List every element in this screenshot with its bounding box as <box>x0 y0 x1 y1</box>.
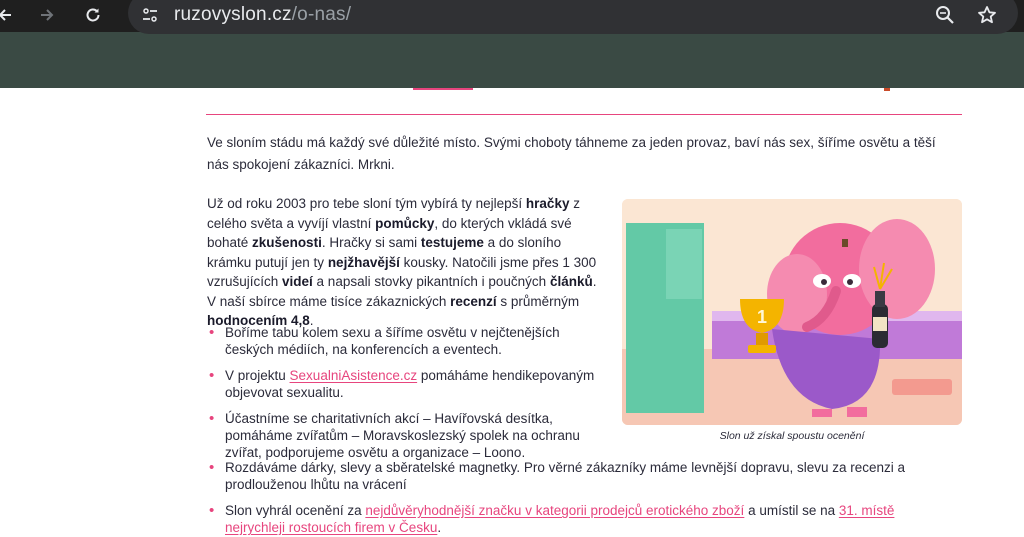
list-item-text: V projektu <box>225 368 290 383</box>
list-item <box>207 459 952 493</box>
star-icon <box>977 5 997 25</box>
trusted-brand-link[interactable]: nejdůvěryhodnější značku v kategorii prodejců erotického zboží <box>365 503 745 518</box>
about-bold: hračky <box>525 196 570 211</box>
sexualniasistence-link[interactable]: SexualniAsistence.cz <box>289 368 418 383</box>
decor-mark <box>884 88 890 91</box>
list-item <box>207 324 607 358</box>
about-text: . V naší sbírce máme tisíce zákaznických <box>207 274 597 309</box>
list-item-text: Rozdáváme dárky, slevy a sběratelské magnetky. Pro věrné zákazníky máme levnější dopravu, slevu za recenzi a prodlouženou lhůtu na vrácení <box>225 460 906 492</box>
back-button[interactable] <box>0 0 16 30</box>
about-bold: videí <box>282 274 313 289</box>
image-caption: Slon už získal spoustu ocenění <box>719 430 865 442</box>
address-bar[interactable] <box>128 0 1018 34</box>
about-bold: nejžhavější <box>327 254 400 270</box>
elephant-award-image <box>622 199 962 425</box>
back-icon <box>0 7 13 23</box>
svg-text:1: 1 <box>756 307 768 327</box>
about-text: . Hračky si sami <box>321 235 421 250</box>
list-item <box>207 410 607 461</box>
url-path: /o-nas/ <box>291 4 352 25</box>
list-item-text: a umístil se na <box>744 503 839 518</box>
about-text: z celého světa a vyvíjí vlastní <box>207 196 580 231</box>
menu-underline <box>413 88 473 90</box>
achievements-list <box>207 324 607 461</box>
site-info-icon <box>141 6 159 24</box>
about-paragraph <box>207 194 602 331</box>
list-item-text: Účastníme se charitativních akcí – Havířovská desítka, pomáháme zvířatům – Moravskoslezský spolek na ochranu zvířat, podporujeme osvětu a organizace – Loono. <box>225 411 580 460</box>
bookmark-button[interactable] <box>976 0 998 30</box>
page-content <box>0 88 1024 537</box>
about-bold: hodnocením 4,8 <box>207 313 310 328</box>
url-domain: ruzovyslon.cz <box>174 4 292 25</box>
about-text: a napsali stovky pikantních i poučných <box>312 274 550 289</box>
browser-chrome <box>0 0 1024 88</box>
about-bold: pomůcky <box>375 215 435 231</box>
about-bold: recenzí <box>450 293 497 309</box>
reload-icon <box>84 6 102 24</box>
about-bold: zkušenosti <box>252 235 322 250</box>
zoom-button[interactable] <box>934 0 956 30</box>
list-item-text: . <box>437 520 442 535</box>
about-text: , do kterých vkládá své bohaté <box>207 215 572 250</box>
about-text: a do sloního krámku putují jen ty <box>207 235 562 270</box>
about-text: Už od roku 2003 pro tebe sloní tým vybírá ty nejlepší <box>207 196 526 211</box>
section-divider <box>206 114 962 115</box>
about-text: . <box>309 313 314 328</box>
reload-button[interactable] <box>82 0 104 30</box>
list-item <box>207 367 607 401</box>
list-item-text: pomáháme hendikepovaným objevovat sexualitu. <box>225 368 595 400</box>
about-bold: testujeme <box>420 235 484 250</box>
browser-toolbar <box>0 0 1024 32</box>
intro-paragraph: Ve sloním stádu má každý své důležité místo. Svými choboty táhneme za jeden provaz, baví nás sex, šíříme osvětu a těší nás spokojení zákazníci. Mrkni. <box>207 135 936 172</box>
about-text: kousky. Natočili jsme přes 1 300 vzrušujících <box>207 254 597 289</box>
list-item <box>207 502 952 536</box>
about-bold: článků <box>549 274 593 289</box>
elephant-illustration <box>622 199 962 425</box>
list-item-text: Slon vyhrál ocenění za <box>225 503 366 518</box>
about-text: s průměrným <box>496 293 580 309</box>
achievements-list-wide <box>207 459 952 536</box>
zoom-icon <box>935 5 955 25</box>
url-text[interactable] <box>174 4 351 26</box>
fastest-growing-link[interactable]: 31. místě nejrychleji rostoucích firem v Česku <box>225 503 895 535</box>
site-info-button[interactable] <box>140 0 160 30</box>
list-item-text: Boříme tabu kolem sexu a šíříme osvětu v nejčtenějších českých médiích, na konferencích a eventech. <box>225 325 560 357</box>
forward-icon <box>39 7 55 23</box>
forward-button[interactable] <box>36 0 58 30</box>
